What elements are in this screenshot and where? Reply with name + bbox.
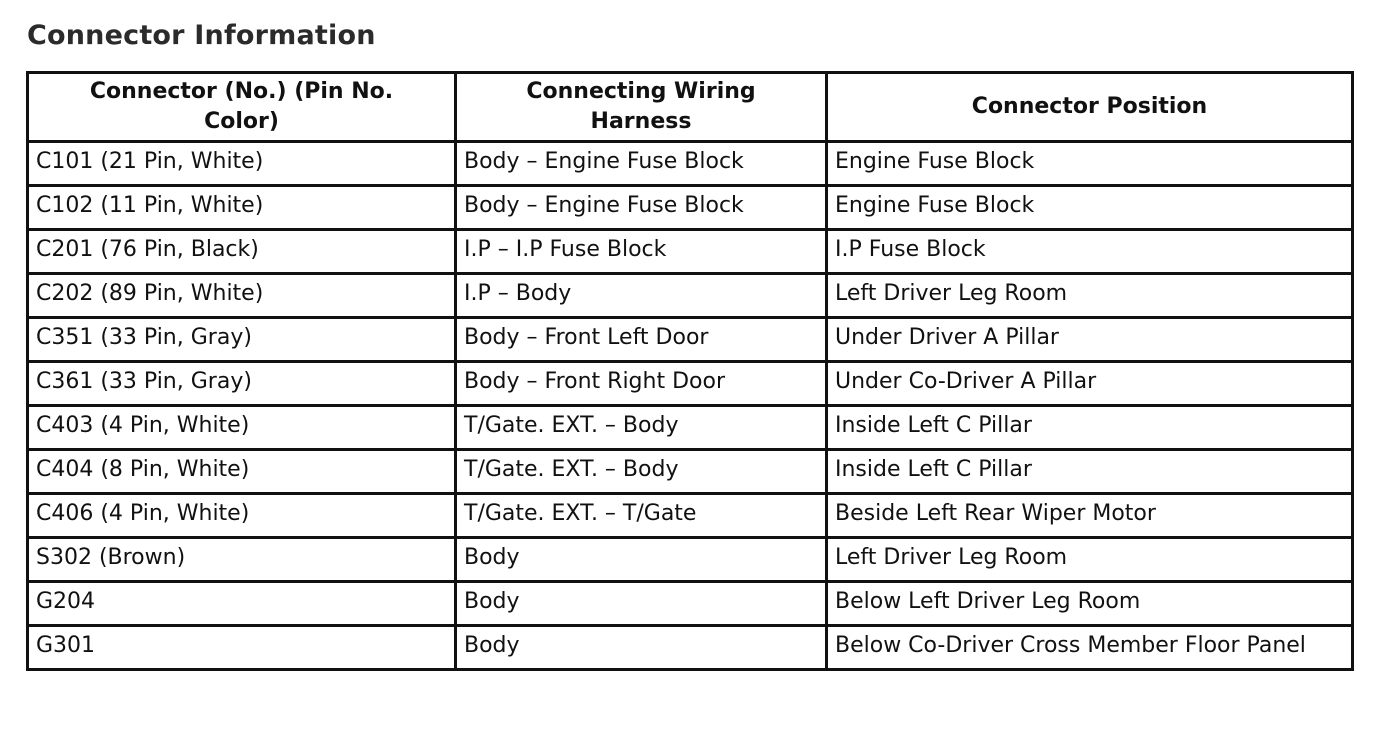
cell-harness: Body bbox=[456, 626, 827, 670]
cell-connector: C102 (11 Pin, White) bbox=[28, 186, 456, 230]
cell-harness: T/Gate. EXT. – Body bbox=[456, 450, 827, 494]
cell-position: Inside Left C Pillar bbox=[827, 450, 1353, 494]
cell-position: Beside Left Rear Wiper Motor bbox=[827, 494, 1353, 538]
cell-connector: G204 bbox=[28, 582, 456, 626]
cell-connector: S302 (Brown) bbox=[28, 538, 456, 582]
cell-harness: Body – Front Right Door bbox=[456, 362, 827, 406]
table-row bbox=[28, 230, 1353, 274]
cell-connector: C406 (4 Pin, White) bbox=[28, 494, 456, 538]
cell-position: Under Driver A Pillar bbox=[827, 318, 1353, 362]
table-row bbox=[28, 450, 1353, 494]
cell-harness: T/Gate. EXT. – T/Gate bbox=[456, 494, 827, 538]
table-row bbox=[28, 142, 1353, 186]
table-row bbox=[28, 362, 1353, 406]
cell-harness: T/Gate. EXT. – Body bbox=[456, 406, 827, 450]
table-row bbox=[28, 538, 1353, 582]
column-header-position: Connector Position bbox=[827, 73, 1353, 142]
cell-harness: Body bbox=[456, 538, 827, 582]
cell-position: Left Driver Leg Room bbox=[827, 538, 1353, 582]
cell-position: Below Co-Driver Cross Member Floor Panel bbox=[827, 626, 1353, 670]
cell-connector: C202 (89 Pin, White) bbox=[28, 274, 456, 318]
cell-position: Engine Fuse Block bbox=[827, 186, 1353, 230]
cell-harness: Body – Engine Fuse Block bbox=[456, 142, 827, 186]
table-row bbox=[28, 582, 1353, 626]
cell-harness: I.P – Body bbox=[456, 274, 827, 318]
cell-position: I.P Fuse Block bbox=[827, 230, 1353, 274]
table-row bbox=[28, 494, 1353, 538]
cell-position: Below Left Driver Leg Room bbox=[827, 582, 1353, 626]
cell-position: Left Driver Leg Room bbox=[827, 274, 1353, 318]
table-row bbox=[28, 406, 1353, 450]
table-header-row bbox=[28, 73, 1353, 142]
table-row bbox=[28, 274, 1353, 318]
cell-connector: C361 (33 Pin, Gray) bbox=[28, 362, 456, 406]
cell-connector: C403 (4 Pin, White) bbox=[28, 406, 456, 450]
cell-harness: Body – Engine Fuse Block bbox=[456, 186, 827, 230]
table-row bbox=[28, 318, 1353, 362]
table-row bbox=[28, 186, 1353, 230]
cell-connector: C201 (76 Pin, Black) bbox=[28, 230, 456, 274]
column-header-harness: Connecting Wiring Harness bbox=[456, 73, 827, 142]
cell-harness: Body bbox=[456, 582, 827, 626]
cell-connector: C351 (33 Pin, Gray) bbox=[28, 318, 456, 362]
connector-table bbox=[26, 71, 1354, 671]
cell-harness: Body – Front Left Door bbox=[456, 318, 827, 362]
cell-position: Under Co-Driver A Pillar bbox=[827, 362, 1353, 406]
cell-connector: G301 bbox=[28, 626, 456, 670]
page-title: Connector Information bbox=[27, 20, 376, 51]
cell-connector: C404 (8 Pin, White) bbox=[28, 450, 456, 494]
cell-position: Inside Left C Pillar bbox=[827, 406, 1353, 450]
column-header-connector: Connector (No.) (Pin No. Color) bbox=[28, 73, 456, 142]
table-row bbox=[28, 626, 1353, 670]
cell-position: Engine Fuse Block bbox=[827, 142, 1353, 186]
cell-harness: I.P – I.P Fuse Block bbox=[456, 230, 827, 274]
cell-connector: C101 (21 Pin, White) bbox=[28, 142, 456, 186]
